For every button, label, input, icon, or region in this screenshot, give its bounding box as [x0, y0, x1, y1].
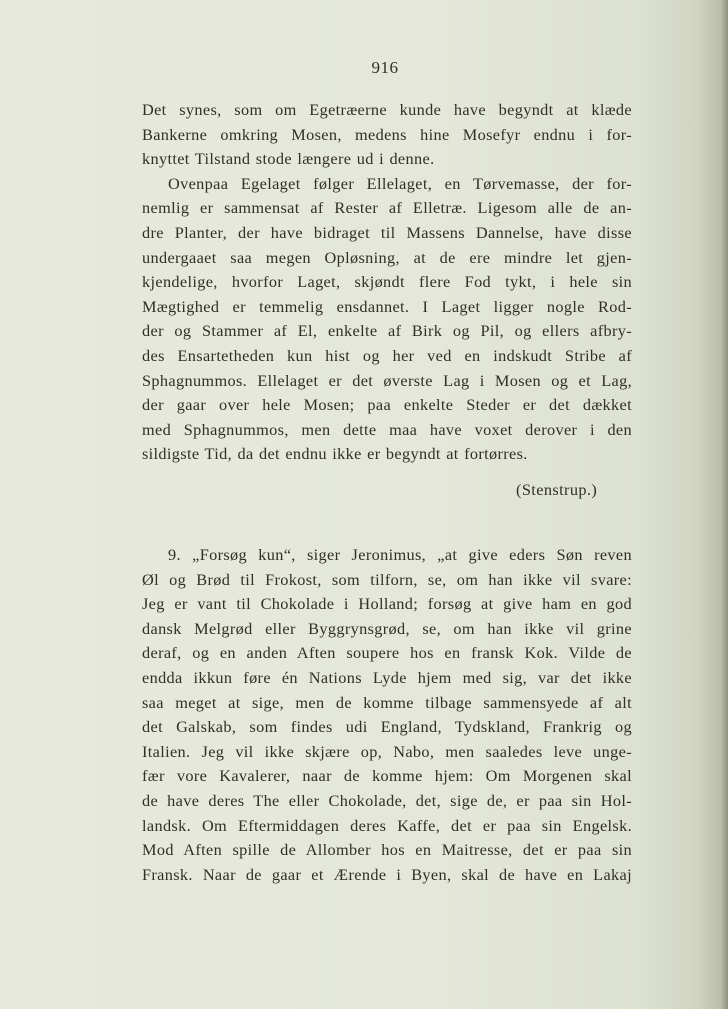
page-number: 916 [371, 58, 399, 77]
text-line: deraf, og en anden Aften soupere hos en fransk Kok. Vilde de [142, 643, 632, 663]
text-line: med Sphagnummos, men dette maa have voxet derover i den [142, 419, 632, 439]
text-line: kjendelige, hvorfor Laget, skjøndt flere Fod tykt, i hele sin [142, 272, 632, 292]
text-line: der og Stammer af El, enkelte af Birk og Pil, og ellers afbry- [142, 321, 632, 341]
text-line: saa meget at sige, men de komme tilbage sammensyede af alt [142, 692, 632, 712]
text-line: Det synes, som om Egetræerne kunde have begyndt at klæde [142, 100, 632, 119]
text-line: fær vore Kavalerer, naar de komme hjem: Om Morgenen skal [142, 766, 632, 786]
text-line: Bankerne omkring Mosen, medens hine Mosefyr endnu i for- [142, 124, 632, 144]
text-line: der gaar over hele Mosen; paa enkelte Steder er det dækket [142, 395, 632, 415]
text-line: sildigste Tid, da det endnu ikke er begyndt at fortørres. [142, 444, 528, 464]
text-line: Ovenpaa Egelaget følger Ellelaget, en Tørvemasse, der for- [168, 173, 632, 193]
text-line: nemlig er sammensat af Rester af Elletræ. Ligesom alle de an- [142, 198, 632, 218]
text-line: dre Planter, der have bidraget til Massens Dannelse, have disse [142, 222, 632, 242]
text-line: Italien. Jeg vil ikke skjære op, Nabo, men saaledes leve unge- [142, 741, 632, 761]
text-line: Fransk. Naar de gaar et Ærende i Byen, skal de have en Lakaj [142, 864, 632, 884]
text-line: Sphagnummos. Ellelaget er det øverste Lag i Mosen og et Lag, [142, 370, 632, 390]
text-line: knyttet Tilstand stode længere ud i denne. [142, 149, 435, 169]
text-line: de have deres The eller Chokolade, det, sige de, er paa sin Hol- [142, 790, 632, 810]
text-line: Mod Aften spille de Allomber hos en Maitresse, det er paa sin [142, 840, 632, 860]
text-line: des Ensartetheden kun hist og her ved en indskudt Stribe af [142, 345, 632, 365]
text-line: endda ikkun føre én Nations Lyde hjem med sig, var det ikke [142, 667, 632, 687]
text-line: landsk. Om Eftermiddagen deres Kaffe, det er paa sin Engelsk. [142, 815, 632, 835]
text-line: det Galskab, som findes udi England, Tydskland, Frankrig og [142, 717, 632, 737]
text-line: undergaaet saa megen Opløsning, at de ere mindre let gjen- [142, 247, 632, 267]
text-line: Jeg er vant til Chokolade i Holland; forsøg at give ham en god [142, 594, 632, 614]
text-line: Mægtighed er temmelig ensdannet. I Laget ligger nogle Rod- [142, 296, 632, 316]
paragraph-block-jeronimus [142, 543, 632, 887]
text-line: dansk Melgrød eller Byggrynsgrød, se, om han ikke vil grine [142, 618, 632, 638]
paragraph-block-stenstrup [142, 98, 632, 467]
attribution: (Stenstrup.) [516, 480, 598, 499]
text-line: Øl og Brød til Frokost, som tilforn, se, om han ikke vil svare: [142, 569, 632, 589]
text-line: 9. „Forsøg kun“, siger Jeronimus, „at give eders Søn reven [168, 545, 632, 564]
